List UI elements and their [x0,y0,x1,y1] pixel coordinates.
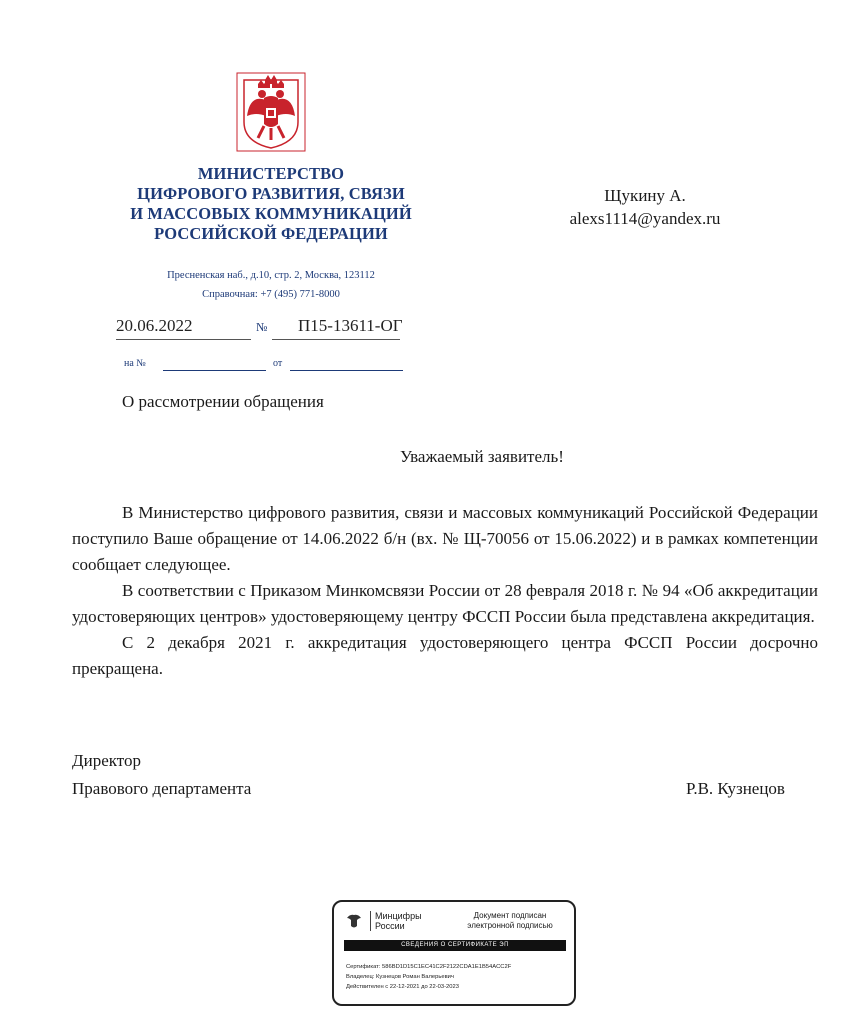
ministry-phone: Справочная: +7 (495) 771-8000 [202,289,340,300]
ministry-name [110,164,432,244]
signer-department: Правового департамента [72,779,252,798]
ministry-line: И МАССОВЫХ КОММУНИКАЦИЙ [130,204,412,223]
stamp-title-line: Документ подписан [473,911,547,920]
ministry-address: Пресненская наб., д.10, стр. 2, Москва, 123112 [167,270,375,281]
letter-greeting: Уважаемый заявитель! [400,447,564,466]
certificate-owner: Владелец: Кузнецов Роман Валерьевич [346,974,454,980]
reference-date-label: от [273,358,283,369]
stamp-brand-line: России [375,921,405,931]
signer-name: Р.В. Кузнецов [686,779,785,798]
stamp-brand [370,911,422,931]
letter-subject: О рассмотрении обращения [122,392,324,411]
signer-title: Директор [72,751,141,770]
stamp-title [452,911,568,931]
number-underline [272,339,400,340]
electronic-signature-stamp [332,900,576,1006]
letter-number: П15-13611-ОГ [298,316,403,335]
ministry-line: МИНИСТЕРСТВО [197,164,345,183]
recipient-block [530,184,760,230]
letter-date: 20.06.2022 [116,316,193,335]
reference-number-label: на № [124,358,146,369]
letter-body [72,500,818,682]
body-paragraph: В соответствии с Приказом Минкомсвязи России от 28 февраля 2018 г. № 94 «Об аккредитации удостоверяющих центров» удостоверяющему центру ФССП России была представлена аккредитация. [72,581,818,626]
certificate-serial: Сертификат: 586BD1D15C1EC41C2F2122CDA1E1B54ACC2F [346,964,512,970]
body-paragraph: В Министерство цифрового развития, связи и массовых коммуникаций Российской Федерации поступило Ваше обращение от 14.06.2022 б/н (вх. № Щ-70056 от 15.06.2022) и в рамках компетенции сообщает следующее. [72,503,818,574]
ministry-line: ЦИФРОВОГО РАЗВИТИЯ, СВЯЗИ [137,184,405,203]
number-sign: № [256,320,268,334]
stamp-brand-line: Минцифры [375,911,422,921]
recipient-name: Щукину А. [604,186,686,205]
certificate-validity: Действителен с 22-12-2021 до 22-03-2023 [346,984,459,990]
coat-of-arms-emblem [236,72,306,152]
ministry-line: РОССИЙСКОЙ ФЕДЕРАЦИИ [154,224,388,243]
reference-date-blank [290,370,403,371]
eagle-icon [344,912,364,932]
date-underline [116,339,251,340]
stamp-title-line: электронной подписью [467,921,553,930]
body-paragraph: С 2 декабря 2021 г. аккредитация удостоверяющего центра ФССП России досрочно прекращена. [72,633,818,678]
certificate-info-bar: СВЕДЕНИЯ О СЕРТИФИКАТЕ ЭП [344,940,566,951]
recipient-email: alexs1114@yandex.ru [569,209,721,228]
reference-number-blank [163,370,266,371]
